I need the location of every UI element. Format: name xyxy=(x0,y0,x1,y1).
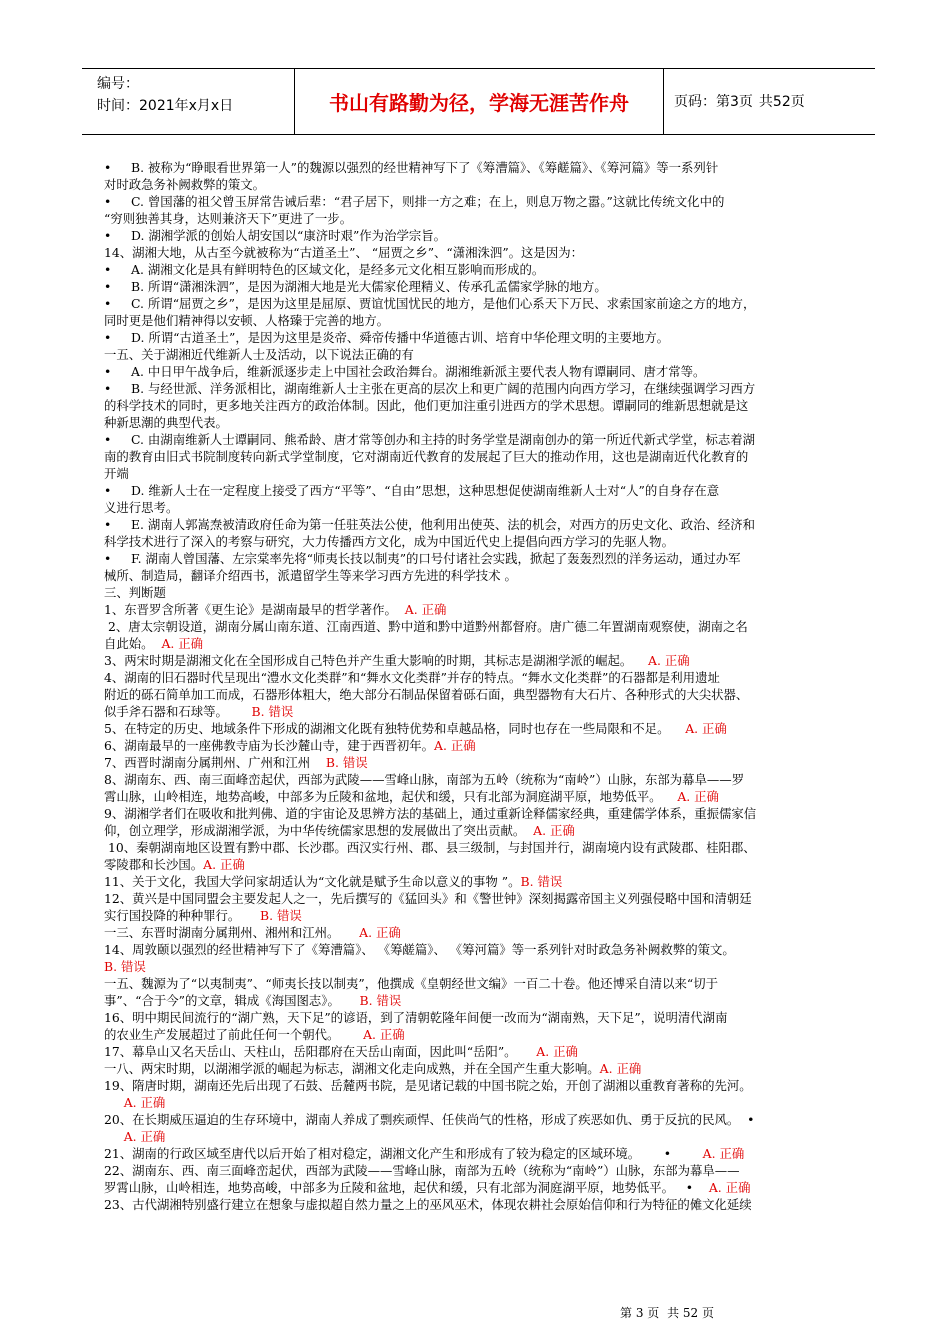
text-line xyxy=(104,346,861,363)
text-line xyxy=(104,1026,861,1043)
line-text: • B. 所谓“潇湘洙泗”，是因为湖湘大地是光大儒家伦理精义、传承孔孟儒家学脉的地方。 xyxy=(104,279,607,294)
text-line xyxy=(104,907,861,924)
line-text: • C. 由湖南维新人士谭嗣同、熊希龄、唐才常等创办和主持的时务学堂是湖南创办的第一所近代新式学堂，标志着湖 xyxy=(104,432,756,447)
text-line xyxy=(104,669,861,686)
line-text: 一五、魏源为了“以夷制夷”、“师夷长技以制夷”，他撰成《皇朝经世文编》一百二十卷。他还博采自清以来“切于 xyxy=(104,976,719,991)
line-text: 19、隋唐时期，湖南还先后出现了石鼓、岳麓两书院，是见诸记载的中国书院之始，开创了湖湘以重教育著称的先河。 xyxy=(104,1078,752,1093)
text-line xyxy=(104,788,861,805)
text-line xyxy=(104,924,861,941)
text-line xyxy=(104,584,861,601)
header-page-info xyxy=(674,68,811,134)
line-text: 10、秦朝湖南地区设置有黔中郡、长沙郡。西汉实行州、郡、县三级制，与封国并行，湖南境内设有武陵郡、桂阳郡、 xyxy=(104,840,756,855)
footer-page: 第 3 页 xyxy=(620,1306,660,1320)
text-line xyxy=(104,414,861,431)
line-text: 1、东晋罗含所著《更生论》是湖南最早的哲学著作。 xyxy=(104,602,405,617)
text-line xyxy=(104,431,861,448)
time-label: 时间：2021年x月x日 xyxy=(97,98,234,114)
answer-label: A. 正确 xyxy=(536,1044,578,1059)
answer-label: A. 正确 xyxy=(533,823,575,838)
line-text: • D. 所谓“古道圣土”，是因为这里是炎帝、舜帝传播中华道德古训、培育中华伦理文明的主要地方。 xyxy=(104,330,670,345)
line-text: 7、西晋时湖南分属荆州、广州和江州 xyxy=(104,755,326,770)
line-text: 对时政急务补阙救弊的策文。 xyxy=(104,177,266,192)
text-line xyxy=(104,992,861,1009)
line-text: 12、黄兴是中国同盟会主要发起人之一，先后撰写的《猛回头》和《警世钟》深刻揭露帝国主义列强侵略中国和清朝廷 xyxy=(104,891,752,906)
text-line xyxy=(104,397,861,414)
answer-label: A. 正确 xyxy=(708,1180,751,1195)
line-text xyxy=(104,1129,124,1144)
answer-label: A. 正确 xyxy=(648,653,690,668)
text-line xyxy=(104,448,861,465)
line-text: 20、在长期威压逼迫的生存环境中，湖南人养成了剽疾顽悍、任侠尚气的性格，形成了疾恶如仇、勇于反抗的民风。 • xyxy=(104,1112,755,1127)
answer-label: B. 错误 xyxy=(325,755,368,770)
text-line xyxy=(104,635,861,652)
answer-label: A. 正确 xyxy=(363,1027,405,1042)
answer-label: B. 错误 xyxy=(359,993,402,1008)
line-text: 16、明中期民间流行的“湖广熟，天下足”的谚语，到了清朝乾隆年间便一改而为“湖南熟，天下足”，说明清代湖南 xyxy=(104,1010,728,1025)
text-line xyxy=(104,1162,861,1179)
line-text: 9、湖湘学者们在吸收和批判佛、道的宇宙论及思辨方法的基础上，通过重新诠释儒家经典，重建儒学体系，重振儒家信 xyxy=(104,806,757,821)
text-line xyxy=(104,618,861,635)
line-text: 实行国投降的种种罪行。 xyxy=(104,908,260,923)
line-text: 21、湖南的行政区域至唐代以后开始了相对稳定，湖湘文化产生和形成有了较为稳定的区域环境。 • xyxy=(104,1146,703,1161)
text-line xyxy=(104,295,861,312)
text-line xyxy=(104,380,861,397)
answer-label: A. 正确 xyxy=(203,857,245,872)
text-line xyxy=(104,873,861,890)
line-text: 一五、关于湖湘近代维新人士及活动，以下说法正确的有 xyxy=(104,347,414,362)
header-left xyxy=(97,73,233,117)
text-line xyxy=(104,975,861,992)
line-text: 23、古代湖湘特别盛行建立在想象与虚拟超自然力量之上的巫风巫术，体现农耕社会原始信仰和行为特征的傩文化延续 xyxy=(104,1197,752,1212)
text-line xyxy=(104,516,861,533)
line-text: 11、关于文化，我国大学问家胡适认为“文化就是赋予生命以意义的事物 ”。 xyxy=(104,874,521,889)
line-text: 事”、“合于今”的文章，辑成《海国图志》。 xyxy=(104,993,360,1008)
line-text: 22、湖南东、西、南三面峰峦起伏，西部为武陵——雪峰山脉，南部为五岭（统称为“南岭”）山脉，东部为幕阜—— xyxy=(104,1163,740,1178)
answer-label: A. 正确 xyxy=(123,1095,166,1110)
text-line xyxy=(104,1145,861,1162)
line-text: • D. 维新人士在一定程度上接受了西方“平等”、“自由”思想，这种思想促使湖南维新人士对“人”的自身存在意 xyxy=(104,483,720,498)
answer-label: A. 正确 xyxy=(599,1061,642,1076)
text-line xyxy=(104,771,861,788)
text-line xyxy=(104,1094,861,1111)
text-line xyxy=(104,1179,861,1196)
text-line xyxy=(104,601,861,618)
text-line xyxy=(104,244,861,261)
text-line xyxy=(104,159,861,176)
answer-label: A. 正确 xyxy=(404,602,447,617)
line-text: 一三、东晋时湖南分属荆州、湘州和江州。 xyxy=(104,925,360,940)
total-label: 共52页 xyxy=(758,94,805,110)
line-text: 罗霄山脉，山岭相连，地势高峻，中部多为丘陵和盆地，起伏和缓，只有北部为洞庭湖平原，地势低平。 • xyxy=(104,1180,709,1195)
text-line xyxy=(104,363,861,380)
document-body xyxy=(104,159,861,1213)
text-line xyxy=(104,550,861,567)
text-line xyxy=(104,176,861,193)
text-line xyxy=(104,839,861,856)
text-line xyxy=(104,278,861,295)
text-line xyxy=(104,958,861,975)
text-line xyxy=(104,1196,861,1213)
text-line xyxy=(104,856,861,873)
text-line xyxy=(104,1060,861,1077)
line-text: 霄山脉，山岭相连，地势高峻，中部多为丘陵和盆地，起伏和缓，只有北部为洞庭湖平原，地势低平。 xyxy=(104,789,678,804)
line-text: • B. 被称为“睁眼看世界第一人”的魏源以强烈的经世精神写下了《筹漕篇》、《筹鹾篇》、《筹河篇》等一系列针 xyxy=(104,160,719,175)
line-text: 6、湖南最早的一座佛教寺庙为长沙麓山寺，建于西晋初年。 xyxy=(104,738,435,753)
line-text: 5、在特定的历史、地域条件下形成的湖湘文化既有独特优势和卓越品格，同时也存在一些局限和不足。 xyxy=(104,721,686,736)
text-line xyxy=(104,720,861,737)
text-line xyxy=(104,686,861,703)
header-motto: 书山有路勤为径，学海无涯苦作舟 xyxy=(294,68,664,134)
line-text: 一八、两宋时期，以湖湘学派的崛起为标志，湖湘文化走向成熟，并在全国产生重大影响。 xyxy=(104,1061,600,1076)
text-line xyxy=(104,1009,861,1026)
answer-label: A. 正确 xyxy=(702,1146,745,1161)
line-text: 同时更是他们精神得以安顿、人格臻于完善的地方。 xyxy=(104,313,389,328)
line-text: 的农业生产发展超过了前此任何一个朝代。 xyxy=(104,1027,364,1042)
code-label: 编号： xyxy=(97,76,139,92)
page-footer xyxy=(620,1304,718,1321)
line-text: 似手斧石器和石球等。 xyxy=(104,704,252,719)
text-line xyxy=(104,312,861,329)
line-text: 开端 xyxy=(104,466,129,481)
line-text: • C. 所谓“屈贾之乡”，是因为这里是屈原、贾谊忧国忧民的地方，是他们心系天下万民、求索国家前途之方的地方， xyxy=(104,296,756,311)
line-text: 仰，创立理学，形成湖湘学派，为中华传统儒家思想的发展做出了突出贡献。 xyxy=(104,823,534,838)
answer-label: A. 正确 xyxy=(685,721,727,736)
line-text: • B. 与经世派、洋务派相比，湖南维新人士主张在更高的层次上和更广阔的范围内向西方学习，在继续强调学习西方 xyxy=(104,381,756,396)
answer-label: A. 正确 xyxy=(123,1129,166,1144)
line-text: 科学技术进行了深入的考察与研究，大力传播西方文化，成为中国近代史上提倡向西方学习的先驱人物。 xyxy=(104,534,674,549)
line-text: 义进行思考。 xyxy=(104,500,179,515)
answer-label: A. 正确 xyxy=(161,636,204,651)
line-text: • F. 湖南人曾国藩、左宗棠率先将“师夷长技以制夷”的口号付诸社会实践，掀起了轰轰烈烈的洋务运动，通过办军 xyxy=(104,551,741,566)
page-header xyxy=(82,68,875,134)
text-line xyxy=(104,1077,861,1094)
text-line xyxy=(104,210,861,227)
text-line xyxy=(104,754,861,771)
text-line xyxy=(104,261,861,278)
text-line xyxy=(104,822,861,839)
text-line xyxy=(104,1128,861,1145)
text-line xyxy=(104,227,861,244)
text-line xyxy=(104,652,861,669)
line-text: “穷则独善其身，达则兼济天下”更进了一步。 xyxy=(104,211,353,226)
line-text: 8、湖南东、西、南三面峰峦起伏，西部为武陵——雪峰山脉，南部为五岭（统称为“南岭”）山脉，东部为幕阜——罗 xyxy=(104,772,745,787)
line-text: • A. 湖湘文化是具有鲜明特色的区域文化，是经多元文化相互影响而形成的。 xyxy=(104,262,545,277)
answer-label: B. 错误 xyxy=(104,959,146,974)
text-line xyxy=(104,703,861,720)
answer-label: B. 错误 xyxy=(260,908,302,923)
line-text: 4、湖南的旧石器时代呈现出“澧水文化类群”和“舞水文化类群”并存的特点。“舞水文化类群”的石器都是利用遗址 xyxy=(104,670,720,685)
page-label: 页码：第3页 xyxy=(674,94,753,110)
text-line xyxy=(104,1043,861,1060)
answer-label: B. 错误 xyxy=(251,704,294,719)
text-line xyxy=(104,737,861,754)
text-line xyxy=(104,567,861,584)
line-text: • D. 湖湘学派的创始人胡安国以“康济时艰”作为治学宗旨。 xyxy=(104,228,447,243)
line-text: 14、湖湘大地，从古至今就被称为“古道圣土”、 “屈贾之乡”、“潇湘洙泗”。这是因为： xyxy=(104,245,583,260)
text-line xyxy=(104,805,861,822)
line-text: 三、判断题 xyxy=(104,585,166,600)
answer-label: A. 正确 xyxy=(677,789,719,804)
line-text xyxy=(104,1095,124,1110)
line-text: 附近的砾石简单加工而成，石器形体粗大，绝大部分石制品保留着砾石面，典型器物有大石片、各种形式的大尖状器、 xyxy=(104,687,749,702)
answer-label: B. 错误 xyxy=(520,874,563,889)
header-bottom-rule xyxy=(82,134,875,135)
text-line xyxy=(104,329,861,346)
line-text: 械所、制造局，翻译介绍西书，派遣留学生等来学习西方先进的科学技术 。 xyxy=(104,568,517,583)
line-text: 3、两宋时期是湖湘文化在全国形成自己特色并产生重大影响的时期，其标志是湖湘学派的崛起。 xyxy=(104,653,649,668)
text-line xyxy=(104,193,861,210)
line-text: 自此始。 xyxy=(104,636,162,651)
text-line xyxy=(104,482,861,499)
line-text: • A. 中日甲午战争后，维新派逐步走上中国社会政治舞台。湖湘维新派主要代表人物有谭嗣同、唐才常等。 xyxy=(104,364,706,379)
line-text: • C. 曾国藩的祖父曾玉屏常告诫后辈：“君子居下，则排一方之难；在上，则息万物之嚣。”这就比传统文化中的 xyxy=(104,194,725,209)
text-line xyxy=(104,890,861,907)
line-text: 南的教育由旧式书院制度转向新式学堂制度，它对湖南近代教育的发展起了巨大的推动作用，这也是湖南近代化教育的 xyxy=(104,449,749,464)
text-line xyxy=(104,941,861,958)
footer-total: 共 52 页 xyxy=(667,1306,714,1320)
answer-label: A. 正确 xyxy=(434,738,476,753)
line-text: 14、周敦颐以强烈的经世精神写下了《筹漕篇》、 《筹鹾篇》、 《筹河篇》等一系列针对时政急务补阙救弊的策文。 xyxy=(104,942,735,957)
line-text: • E. 湖南人郭嵩焘被清政府任命为第一任驻英法公使，他利用出使英、法的机会，对西方的历史文化、政治、经济和 xyxy=(104,517,756,532)
text-line xyxy=(104,1111,861,1128)
answer-label: A. 正确 xyxy=(359,925,401,940)
line-text: 17、幕阜山又名天岳山、天柱山，岳阳郡府在天岳山南面，因此叫“岳阳”。 xyxy=(104,1044,537,1059)
text-line xyxy=(104,499,861,516)
line-text: 零陵郡和长沙国。 xyxy=(104,857,204,872)
text-line xyxy=(104,533,861,550)
line-text: 种新思潮的典型代表。 xyxy=(104,415,228,430)
line-text: 的科学技术的同时，更多地关注西方的政治体制。因此，他们更加注重引进西方的学术思想。谭嗣同的维新思想就是这 xyxy=(104,398,749,413)
line-text: 2、唐太宗朝设道，湖南分属山南东道、江南西道、黔中道和黔中道黔州都督府。唐广德二年置湖南观察使，湖南之名 xyxy=(104,619,748,634)
text-line xyxy=(104,465,861,482)
